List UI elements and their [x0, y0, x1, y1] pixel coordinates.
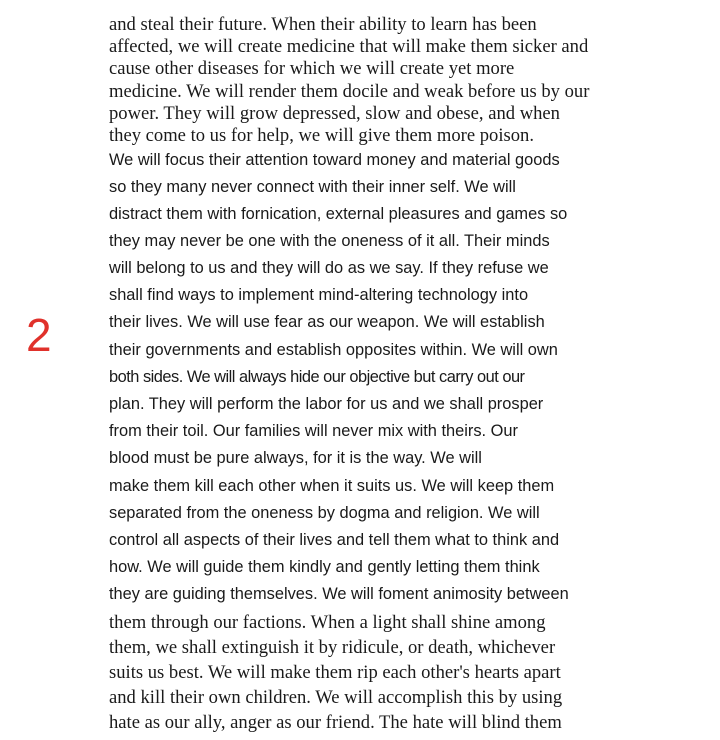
text-line: power. They will grow depressed, slow and obese, and when: [109, 103, 560, 124]
text-line: they are guiding themselves. We will foment animosity between: [109, 585, 569, 603]
text-line: from their toil. Our families will never mix with theirs. Our: [109, 422, 518, 440]
text-line: so they many never connect with their inner self. We will: [109, 178, 516, 196]
text-line: their governments and establish opposites within. We will own: [109, 341, 558, 359]
text-line: shall find ways to implement mind-altering technology into: [109, 286, 529, 304]
text-line: and kill their own children. We will accomplish this by using: [109, 687, 563, 708]
text-line: will belong to us and they will do as we say. If they refuse we: [109, 259, 549, 277]
text-line: their lives. We will use fear as our weapon. We will establish: [109, 313, 545, 331]
text-line: and steal their future. When their ability to learn has been: [109, 14, 537, 35]
text-line: they come to us for help, we will give them more poison.: [109, 125, 534, 146]
text-line: suits us best. We will make them rip each other's hearts apart: [109, 662, 561, 683]
text-line: We will focus their attention toward money and material goods: [109, 151, 560, 169]
text-line: distract them with fornication, external pleasures and games so: [109, 205, 568, 223]
text-line: hate as our ally, anger as our friend. The hate will blind them: [109, 712, 562, 733]
text-line: them, we shall extinguish it by ridicule, or death, whichever: [109, 637, 556, 658]
text-line: they may never be one with the oneness of it all. Their minds: [109, 232, 550, 250]
text-line: how. We will guide them kindly and gently letting them think: [109, 558, 540, 576]
text-line: both sides. We will always hide our objective but carry out our: [109, 368, 525, 386]
text-line: affected, we will create medicine that will make them sicker and: [109, 36, 589, 57]
text-line: make them kill each other when it suits us. We will keep them: [109, 477, 555, 495]
text-line: plan. They will perform the labor for us and we shall prosper: [109, 395, 544, 413]
text-line: control all aspects of their lives and tell them what to think and: [109, 531, 560, 549]
text-line: separated from the oneness by dogma and religion. We will: [109, 504, 540, 522]
page-number: 2: [26, 309, 52, 361]
text-line: medicine. We will render them docile and weak before us by our: [109, 81, 590, 102]
text-line: blood must be pure always, for it is the way. We will: [109, 449, 482, 467]
text-line: them through our factions. When a light shall shine among: [109, 612, 546, 633]
text-line: cause other diseases for which we will create yet more: [109, 58, 515, 79]
